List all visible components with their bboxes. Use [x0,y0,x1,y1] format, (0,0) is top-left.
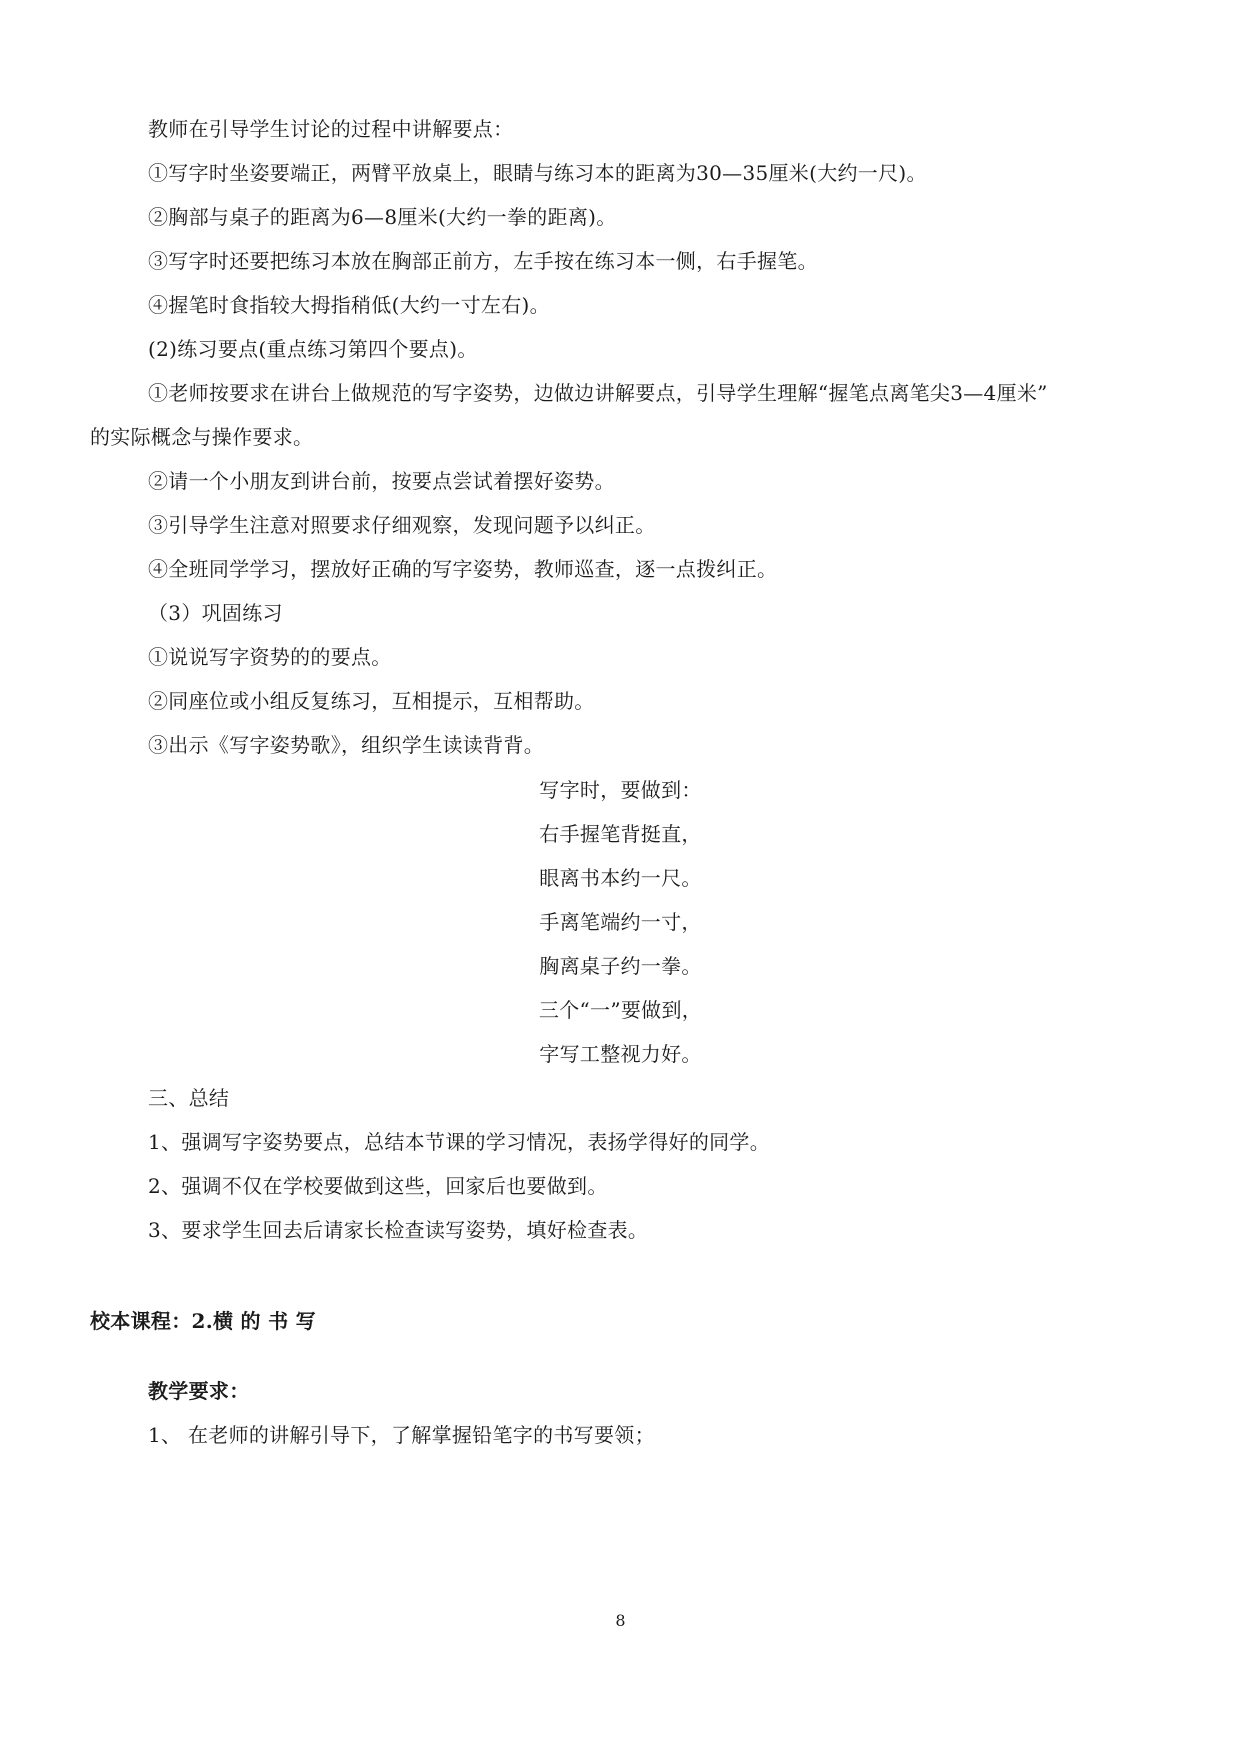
consolidate-title: （3）巩固练习 [148,601,283,625]
requirements-title: 教学要求： [148,1379,250,1403]
summary-item-3: 3、要求学生回去后请家长检查读写姿势，填好检查表。 [148,1218,649,1242]
point-4: ④握笔时食指较大拇指稍低(大约一寸左右)。 [148,293,550,317]
poem-line: 三个“一”要做到， [538,998,703,1022]
poem-line: 写字时，要做到： [539,778,702,802]
poem-line: 眼离书本约一尺。 [539,866,702,890]
poem-line: 右手握笔背挺直， [539,822,702,846]
intro-paragraph: 教师在引导学生讨论的过程中讲解要点： [148,117,514,141]
poem-line: 字写工整视力好。 [539,1042,702,1066]
summary-item-1: 1、强调写字姿势要点，总结本节课的学习情况，表扬学得好的同学。 [148,1130,771,1154]
consolidate-point-2: ②同座位或小组反复练习，互相提示，互相帮助。 [148,689,595,713]
summary-title: 三、总结 [148,1086,230,1110]
point-2: ②胸部与桌子的距离为6—8厘米(大约一拳的距离)。 [148,205,617,229]
practice-point-4: ④全班同学学习，摆放好正确的写字姿势，教师巡查，逐一点拨纠正。 [148,557,778,581]
practice-title: (2)练习要点(重点练习第四个要点)。 [148,337,478,361]
summary-item-2: 2、强调不仅在学校要做到这些，回家后也要做到。 [148,1174,608,1198]
point-1: ①写字时坐姿要端正，两臂平放桌上，眼睛与练习本的距离为30—35厘米(大约一尺)。 [148,161,927,185]
practice-point-3: ③引导学生注意对照要求仔细观察，发现问题予以纠正。 [148,513,656,537]
consolidate-point-3: ③出示《写字姿势歌》，组织学生读读背背。 [148,733,544,757]
page-number: 8 [615,1611,626,1630]
requirement-1: 1、 在老师的讲解引导下，了解掌握铅笔字的书写要领； [148,1423,655,1447]
poem-line: 手离笔端约一寸， [539,910,702,934]
course-heading: 校本课程：2.横 的 书 写 [90,1309,316,1333]
practice-point-1-continued: 的实际概念与操作要求。 [90,425,314,449]
poem-line: 胸离桌子约一拳。 [539,954,702,978]
practice-point-1: ①老师按要求在讲台上做规范的写字姿势，边做边讲解要点，引导学生理解“握笔点离笔尖3—4厘米” [148,381,1048,405]
consolidate-point-1: ①说说写字资势的的要点。 [148,645,392,669]
point-3: ③写字时还要把练习本放在胸部正前方，左手按在练习本一侧，右手握笔。 [148,249,818,273]
practice-point-2: ②请一个小朋友到讲台前，按要点尝试着摆好姿势。 [148,469,615,493]
